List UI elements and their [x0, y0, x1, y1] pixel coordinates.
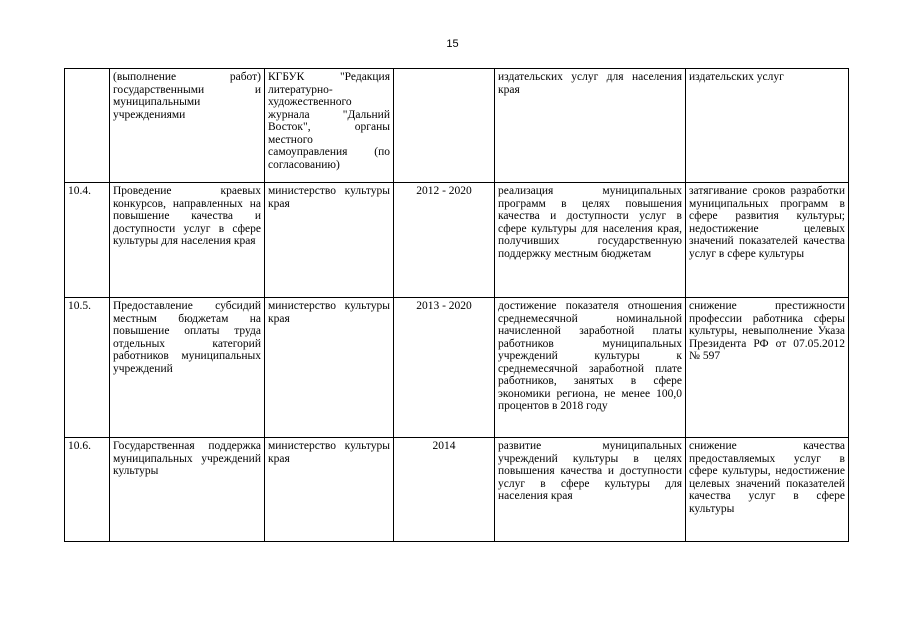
row-number: 10.6. — [65, 438, 110, 542]
period-cell — [394, 69, 495, 183]
executor-cell: КГБУК "Редакция литературно-художественного журнала "Дальний Восток", органы местного самоуправления (по согласованию) — [265, 69, 394, 183]
row-number: 10.5. — [65, 298, 110, 438]
page-number: 15 — [446, 38, 459, 50]
table-row — [65, 183, 849, 298]
result-cell: достижение показателя отношения среднемесячной номинальной начисленной заработной платы работников муниципальных учреждений культуры к среднемесячной заработной плате работников, занятых в сфере экономики региона, не менее 100,0 процентов в 2018 году — [495, 298, 686, 438]
consequence-cell: снижение престижности профессии работника сферы культуры, невыполнение Указа Президента РФ от 07.05.2012 № 597 — [686, 298, 849, 438]
consequence-cell: затягивание сроков разработки муниципальных программ в сфере развития культуры; недостижение целевых значений показателей качества услуг в сфере культуры — [686, 183, 849, 298]
executor-cell: министерство культуры края — [265, 183, 394, 298]
event-cell: Предоставление субсидий местным бюджетам на повышение оплаты труда отдельных категорий работников муниципальных учреждений — [110, 298, 265, 438]
table-row — [65, 69, 849, 183]
result-cell: реализация муниципальных программ в целях повышения качества и доступности услуг в сфере культуры для населения края, получивших государственную поддержку местным бюджетам — [495, 183, 686, 298]
executor-cell: министерство культуры края — [265, 438, 394, 542]
consequence-cell: издательских услуг — [686, 69, 849, 183]
table-row — [65, 438, 849, 542]
result-cell: развитие муниципальных учреждений культуры в целях повышения качества и доступности услуг в сфере культуры для населения края — [495, 438, 686, 542]
period-cell: 2012 - 2020 — [394, 183, 495, 298]
row-number: 10.4. — [65, 183, 110, 298]
period-cell: 2014 — [394, 438, 495, 542]
measures-table — [64, 68, 849, 542]
executor-cell: министерство культуры края — [265, 298, 394, 438]
consequence-cell: снижение качества предоставляемых услуг в сфере культуры, недостижение целевых значений показателей качества услуг в сфере культуры — [686, 438, 849, 542]
row-number — [65, 69, 110, 183]
result-cell: издательских услуг для населения края — [495, 69, 686, 183]
event-cell: Государственная поддержка муниципальных учреждений культуры — [110, 438, 265, 542]
event-cell: (выполнение работ) государственными и муниципальными учреждениями — [110, 69, 265, 183]
table-row — [65, 298, 849, 438]
period-cell: 2013 - 2020 — [394, 298, 495, 438]
event-cell: Проведение краевых конкурсов, направленных на повышение качества и доступности услуг в сфере культуры для населения края — [110, 183, 265, 298]
